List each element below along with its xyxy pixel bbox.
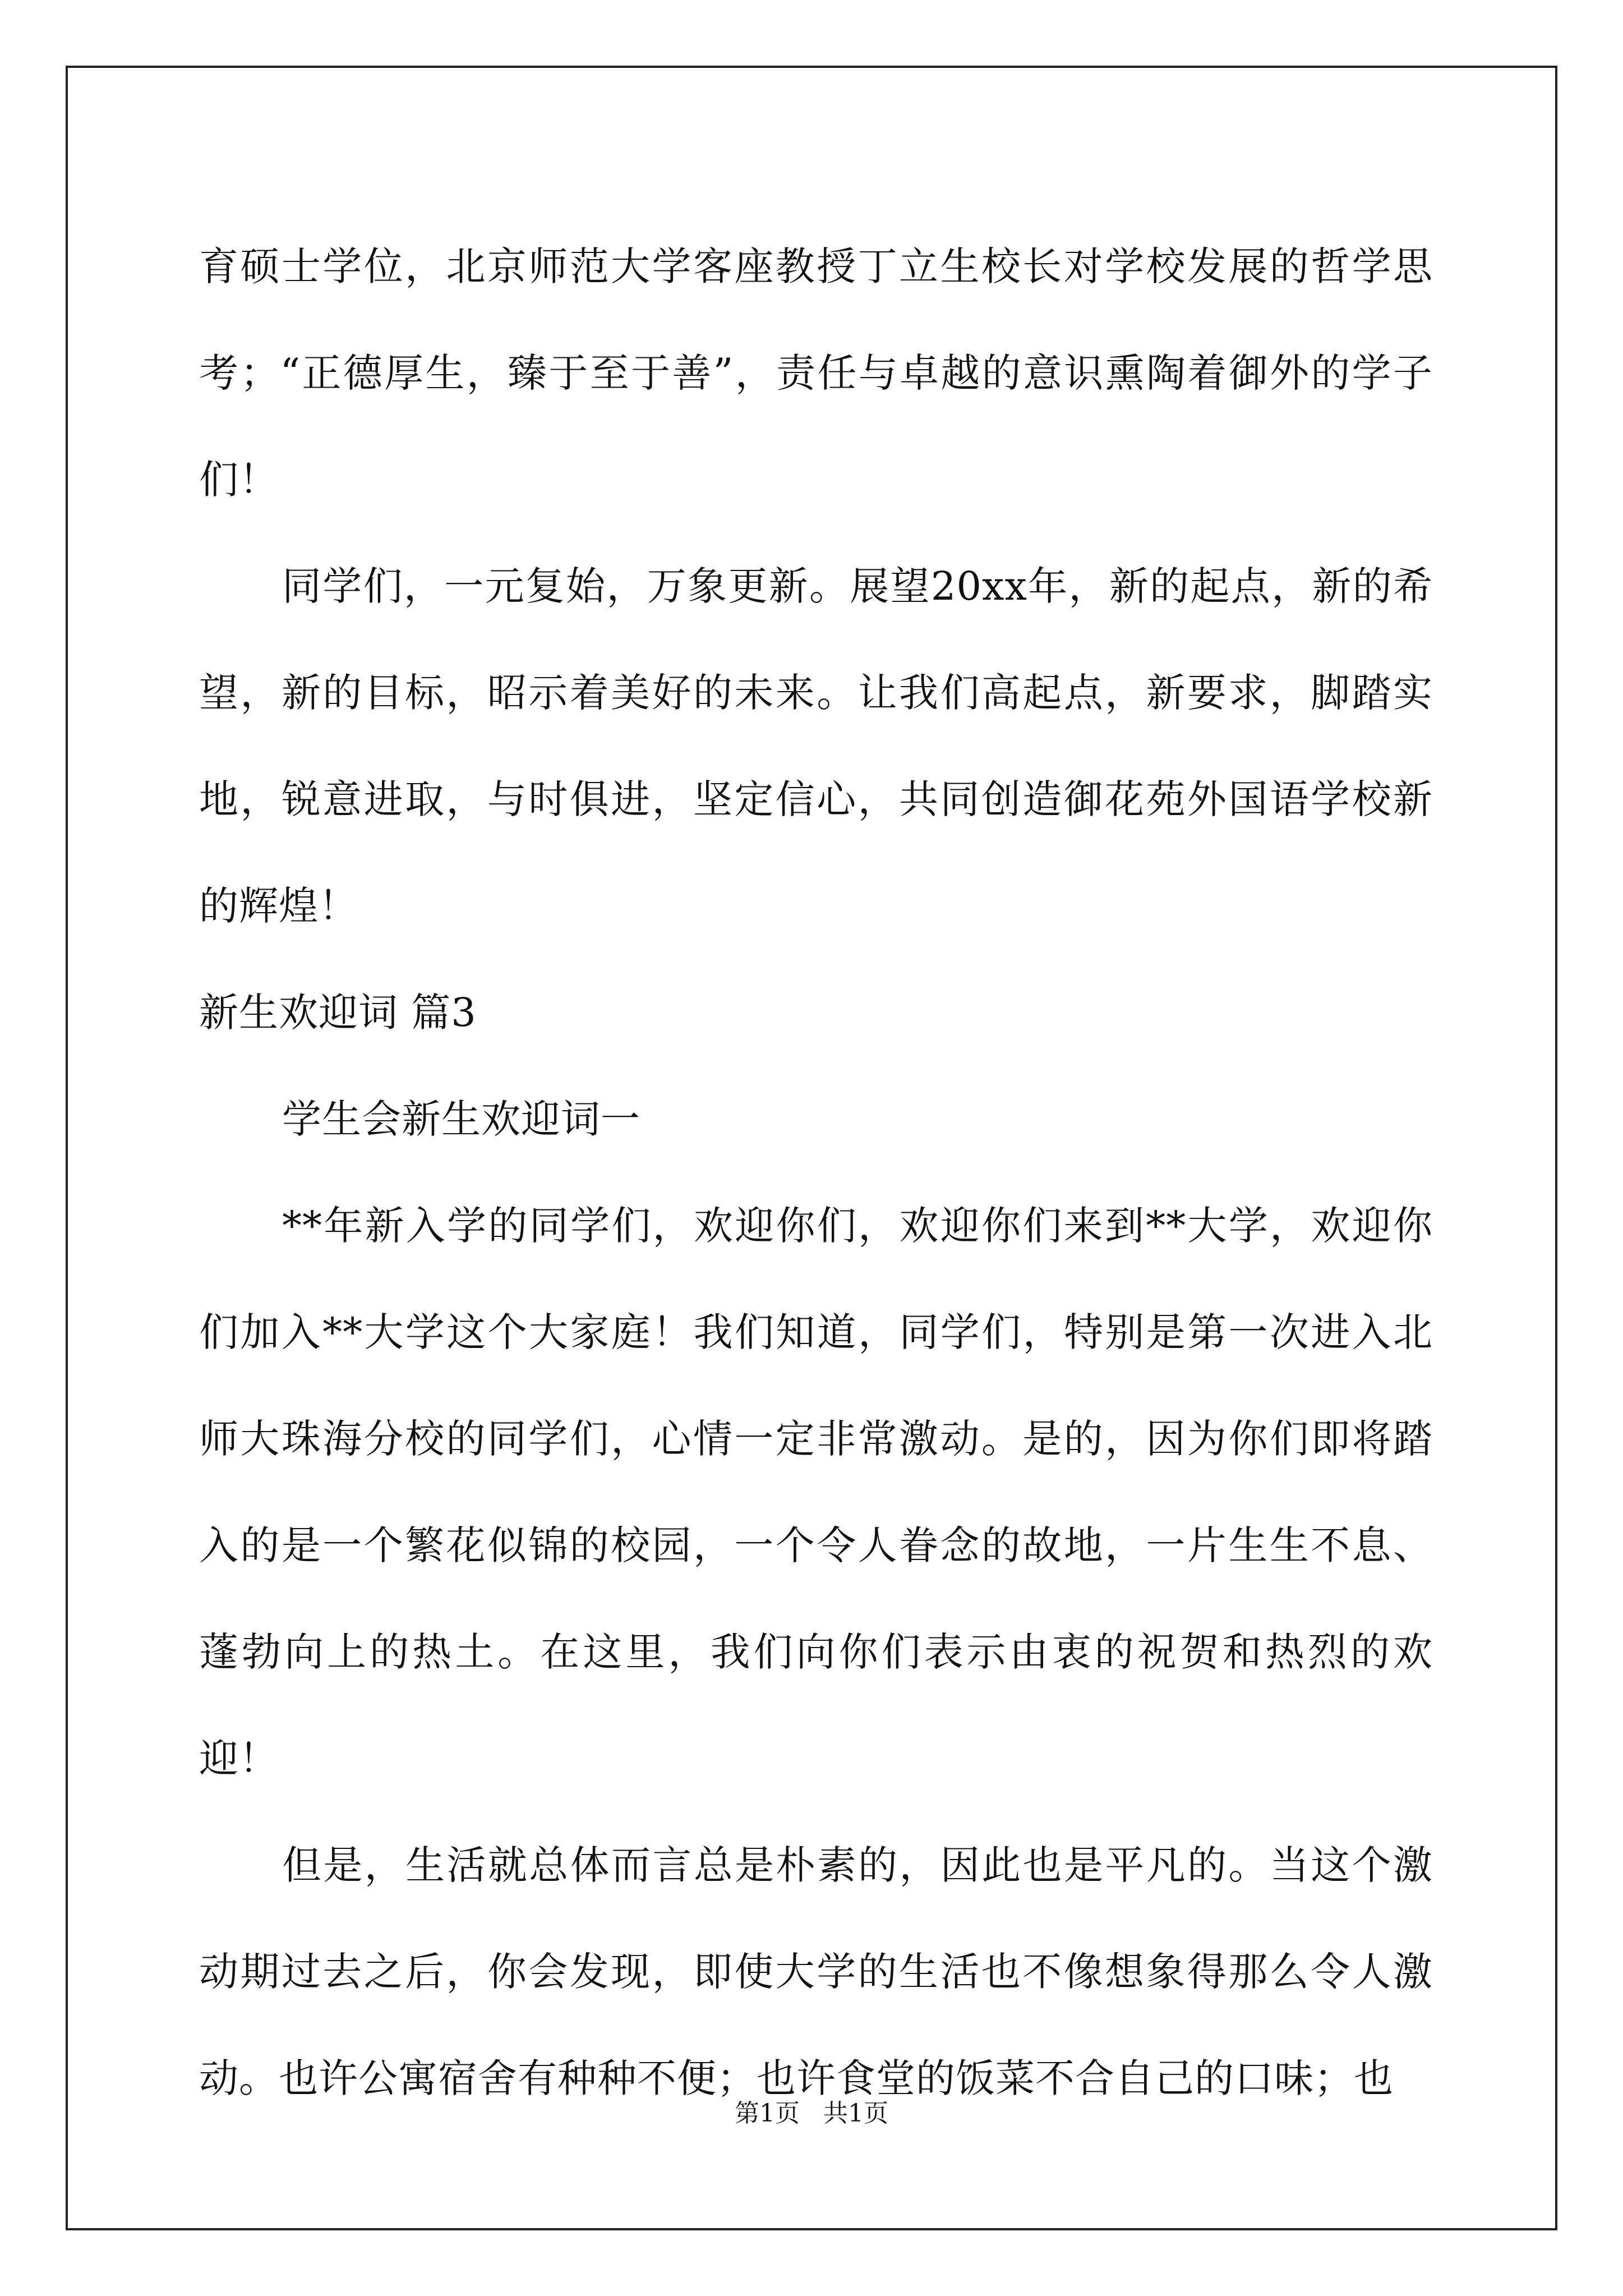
paragraph: 但是，生活就总体而言总是朴素的，因此也是平凡的。当这个激动期过去之后，你会发现，即使大学的生活也不像想象得那么令人激动。也许公寓宿舍有种种不便；也许食堂的饭菜不合自己的口味；也 — [199, 1842, 1433, 2101]
paragraph: 学生会新生欢迎词一 — [282, 1096, 640, 1142]
paragraph: 育硕士学位，北京师范大学客座教授丁立生校长对学校发展的哲学思考；“正德厚生，臻于至于善”，责任与卓越的意识熏陶着御外的学子们！ — [199, 243, 1433, 503]
paragraph: **年新入学的同学们，欢迎你们，欢迎你们来到**大学，欢迎你们加入**大学这个大家庭！我们知道，同学们，特别是第一次进入北师大珠海分校的同学们，心情一定非常激动。是的，因为你们即将踏入的是一个繁花似锦的校园，一个令人眷念的故地，一片生生不息、蓬勃向上的热土。在这里，我们向你们表示由衷的祝贺和热烈的欢迎！ — [199, 1203, 1433, 1782]
paragraph: 同学们，一元复始，万象更新。展望20xx年，新的起点，新的希望，新的目标，昭示着美好的未来。让我们高起点，新要求，脚踏实地，锐意进取，与时俱进，坚定信心，共同创造御花苑外国语学校新的辉煌！ — [199, 563, 1433, 929]
section-heading: 新生欢迎词 篇3 — [199, 990, 477, 1036]
document-body — [199, 213, 1433, 2132]
page-footer: 第1页 共1页 — [735, 2099, 888, 2128]
